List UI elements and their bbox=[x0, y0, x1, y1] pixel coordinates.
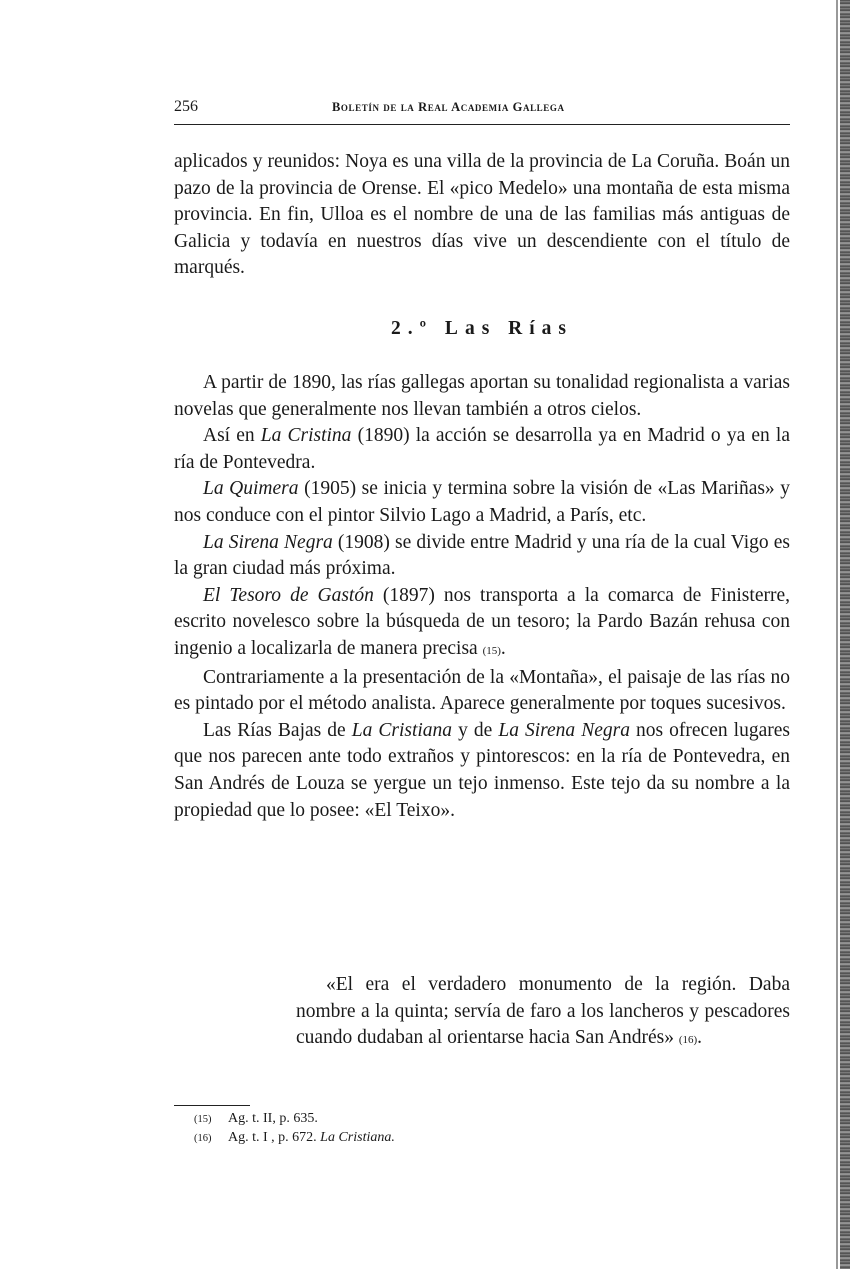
novel-title: El Tesoro de Gastón bbox=[203, 584, 374, 606]
footnote-reference: (15) bbox=[482, 644, 501, 657]
paragraph bbox=[174, 530, 790, 583]
paragraph-text: (1897) nos transporta a la comarca de Finisterre, escrito novelesco sobre la búsqueda de un tesoro; la Pardo Bazán rehusa con ingenio a localizarla de manera precisa bbox=[174, 584, 790, 659]
running-title: Boletín de la Real Academia Gallega bbox=[332, 100, 565, 114]
paragraph-text: (1908) se divide entre Madrid y una ría de la cual Vigo es la gran ciudad más próxima. bbox=[174, 531, 790, 580]
paragraph-text: (1905) se inicia y termina sobre la visión de «Las Mariñas» y nos conduce con el pintor Silvio Lago a Madrid, a París, etc. bbox=[174, 478, 791, 526]
paragraph-text: Contrariamente a la presentación de la «Montaña», el paisaje de las rías no es pintado por el método analista. Aparece generalmente por toques sucesivos. bbox=[174, 666, 790, 715]
paragraph-text: (1890) la acción se desarrolla ya en Madrid o ya en la ría de Pontevedra. bbox=[174, 425, 790, 473]
footnote bbox=[194, 1129, 694, 1148]
footnotes bbox=[194, 1110, 694, 1148]
paragraph bbox=[174, 583, 790, 665]
paragraph bbox=[174, 665, 790, 718]
novel-title: La Cristina bbox=[260, 425, 352, 447]
footnote-text: Ag. t. I , p. 672. bbox=[228, 1130, 321, 1145]
header-rule bbox=[174, 124, 790, 125]
novel-title: La Quimera bbox=[203, 478, 299, 500]
quote-text: «El era el verdadero monumento de la región. Daba nombre a la quinta; servía de faro a los lancheros y pescadores cuando dudaban al orientarse hacia San Andrés» bbox=[296, 974, 790, 1049]
paragraph-text: Las Rías Bajas de bbox=[203, 719, 352, 741]
page-header bbox=[174, 98, 790, 120]
block-quote bbox=[296, 972, 790, 1054]
paragraph bbox=[174, 423, 790, 476]
section-body bbox=[174, 370, 790, 824]
footnote-mark: (16) bbox=[194, 1133, 212, 1144]
footnote-rule bbox=[174, 1105, 250, 1106]
page-edge-shadow bbox=[840, 0, 850, 1269]
novel-title: La Sirena Negra bbox=[203, 531, 333, 553]
page-number: 256 bbox=[174, 98, 198, 115]
footnote-mark: (15) bbox=[194, 1114, 212, 1125]
paragraph bbox=[174, 370, 790, 423]
footnote-title: La Cristiana. bbox=[320, 1130, 395, 1145]
quote-text: . bbox=[697, 1027, 703, 1049]
footnote bbox=[194, 1110, 694, 1129]
novel-title: La Sirena Negra bbox=[498, 719, 630, 741]
paragraph-text: nos ofrecen lugares que nos parecen ante todo extraños y pintorescos: en la ría de Pontevedra, en San Andrés de Louza se yergue un tejo inmenso. Este tejo da su nombre a la propiedad que lo posee: «El Teixo». bbox=[174, 719, 790, 821]
paragraph bbox=[174, 718, 790, 824]
paragraph-text: A partir de 1890, las rías gallegas aportan su tonalidad regionalista a varias novelas que generalmente nos llevan también a otros cielos. bbox=[174, 372, 790, 420]
paragraph-text: . bbox=[500, 637, 506, 659]
paragraph-text: Así en bbox=[203, 425, 261, 447]
section-title: 2.º Las Rías bbox=[391, 318, 573, 339]
footnote-text: Ag. t. II, p. 635. bbox=[228, 1111, 318, 1126]
paragraph bbox=[174, 476, 790, 529]
page-edge-line bbox=[836, 0, 838, 1269]
novel-title: La Cristiana bbox=[351, 719, 453, 741]
intro-paragraph: aplicados y reunidos: Noya es una villa de la provincia de La Coruña. Boán un pazo de la provincia de Orense. El «pico Medelo» una montaña de esta misma provincia. En fin, Ulloa es el nombre de una de las familias más antiguas de Galicia y todavía en nuestros días vive un descendiente con el título de marqués. bbox=[174, 151, 790, 279]
footnote-reference: (16) bbox=[678, 1034, 698, 1047]
paragraph-text: y de bbox=[452, 719, 499, 741]
